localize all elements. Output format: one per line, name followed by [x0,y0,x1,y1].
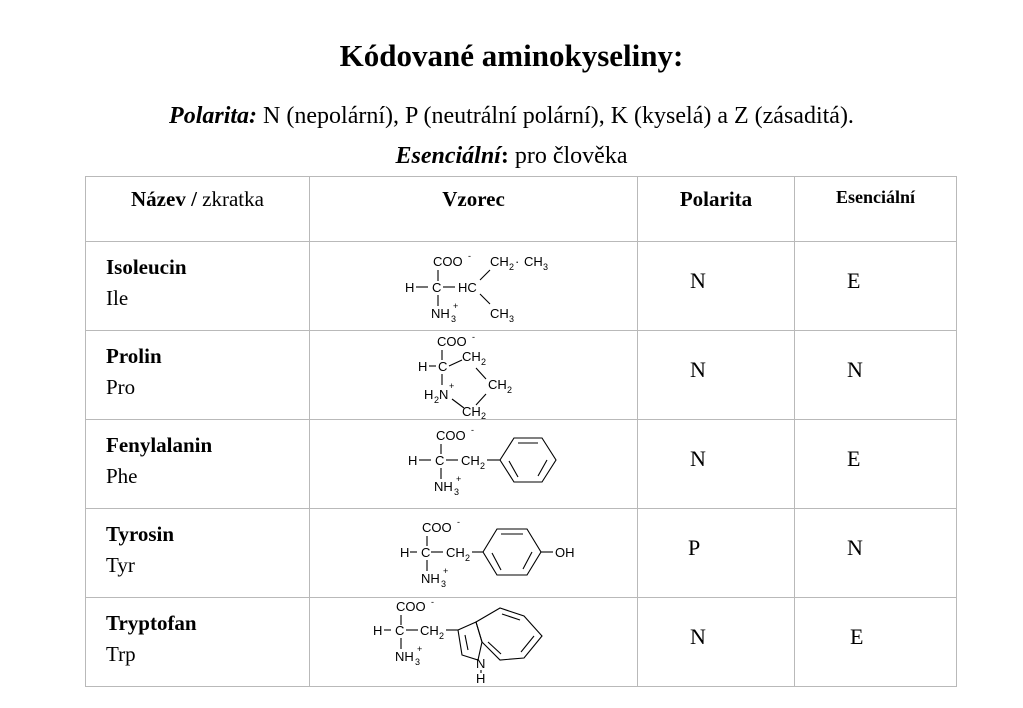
svg-text:2: 2 [481,411,487,419]
svg-text:C: C [435,453,445,468]
page-title: Kódované aminokyseliny: [339,38,684,73]
header-name [86,177,310,242]
tyrosine-structure [310,509,637,597]
svg-text:NH: NH [434,479,453,494]
formula-cell [310,598,638,687]
formula-cell [310,420,638,509]
polarity-value: N [690,268,706,293]
svg-text:OH: OH [555,545,575,560]
svg-text:C: C [438,359,448,374]
header-formula-label: Vzorec [442,187,505,211]
svg-text:H: H [408,453,418,468]
polarity-cell [638,331,795,420]
polarity-cell [638,509,795,598]
svg-text:HC: HC [458,280,477,295]
amino-abbr: Phe [106,464,138,488]
svg-text:2: 2 [509,262,515,272]
polarity-cell [638,598,795,687]
svg-text:+: + [456,474,462,484]
essential-value: N [847,357,863,382]
svg-text:CH: CH [420,623,439,638]
polarity-value: N [690,624,706,649]
svg-text:COO: COO [437,334,467,349]
essential-cell [795,509,957,598]
svg-text:·: · [515,254,520,269]
svg-text:+: + [449,381,455,391]
svg-text:2: 2 [507,385,513,395]
svg-text:3: 3 [451,314,457,324]
svg-text:-: - [468,251,471,261]
amino-name-cell [86,598,310,687]
isoleucine-structure [310,242,637,330]
essential-value: E [847,268,861,293]
svg-text:H: H [424,387,434,402]
essential-legend [0,143,1023,170]
amino-abbr: Trp [106,642,136,666]
svg-text:CH: CH [461,453,480,468]
svg-text:H: H [418,359,428,374]
essential-value: E [850,624,864,649]
table-row [86,509,957,598]
svg-text:NH: NH [421,571,440,586]
phenylalanine-structure [310,420,637,508]
svg-text:CH: CH [462,349,481,364]
essential-legend-label: Esenciální [395,143,501,169]
header-formula [310,177,638,242]
polarity-cell [638,420,795,509]
tryptophan-structure [310,598,637,686]
svg-text:3: 3 [441,579,447,589]
polarity-value: N [690,446,706,471]
svg-text:+: + [453,301,459,311]
polarity-legend-text: N (nepolární), P (neutrální polární), K (kyselá) a Z (zásaditá). [257,103,854,129]
svg-text:CH: CH [490,306,509,321]
amino-name-cell [86,242,310,331]
header-essential [795,177,957,242]
svg-text:+: + [443,566,449,576]
amino-name-cell [86,331,310,420]
header-name-bold: Název / [131,187,197,211]
formula-cell [310,331,638,420]
table-row [86,331,957,420]
polarity-cell [638,242,795,331]
header-name-rest: zkratka [196,187,264,211]
header-essential-label: Esenciální [835,187,915,207]
amino-name: Tyrosin [106,522,175,546]
amino-name: Prolin [106,344,162,368]
svg-text:3: 3 [509,314,515,324]
amino-name: Isoleucin [106,255,187,279]
svg-text:2: 2 [439,631,445,641]
amino-name: Tryptofan [106,611,197,635]
svg-text:COO: COO [396,599,426,614]
header-polarity [638,177,795,242]
svg-text:COO: COO [436,428,466,443]
formula-cell [310,509,638,598]
essential-cell [795,331,957,420]
essential-cell [795,598,957,687]
svg-text:CH: CH [462,404,481,419]
essential-value: E [847,446,861,471]
svg-text:3: 3 [415,657,421,667]
svg-text:-: - [471,425,474,435]
polarity-value: N [690,357,706,382]
svg-text:-: - [431,598,434,607]
svg-text:CH: CH [490,254,509,269]
svg-text:C: C [432,280,442,295]
svg-text:+: + [417,644,423,654]
essential-cell [795,420,957,509]
polarity-value: P [688,535,701,560]
table-row [86,420,957,509]
svg-text:N: N [439,387,449,402]
svg-text:H: H [476,671,486,686]
table-row [86,242,957,331]
polarity-legend-label: Polarita: [169,103,258,129]
formula-cell [310,242,638,331]
svg-text:3: 3 [454,487,460,497]
header-polarity-label: Polarita [679,187,753,211]
amino-abbr: Tyr [106,553,135,577]
svg-text:H: H [405,280,415,295]
svg-text:2: 2 [465,553,471,563]
essential-legend-colon: : [500,143,509,169]
essential-value: N [847,535,863,560]
essential-cell [795,242,957,331]
polarity-legend [0,103,1023,130]
svg-text:CH: CH [524,254,543,269]
svg-text:CH: CH [488,377,507,392]
svg-text:C: C [421,545,431,560]
amino-abbr: Ile [106,286,129,310]
svg-text:NH: NH [431,306,450,321]
svg-text:-: - [472,332,475,342]
amino-name-cell [86,420,310,509]
svg-text:NH: NH [395,649,414,664]
svg-text:2: 2 [481,357,487,367]
svg-text:2: 2 [434,395,440,405]
svg-text:3: 3 [543,262,549,272]
amino-name-cell [86,509,310,598]
svg-text:N: N [476,656,486,671]
amino-acid-table [85,176,957,687]
amino-name: Fenylalanin [106,433,213,457]
svg-text:C: C [395,623,405,638]
svg-text:COO: COO [433,254,463,269]
svg-text:2: 2 [480,461,486,471]
svg-text:H: H [400,545,410,560]
svg-text:CH: CH [446,545,465,560]
table-row [86,598,957,687]
table-header-row [86,177,957,242]
essential-legend-text: pro člověka [508,143,628,169]
svg-text:H: H [373,623,383,638]
amino-abbr: Pro [106,375,136,399]
svg-text:COO: COO [422,520,452,535]
proline-structure [310,331,637,419]
svg-text:-: - [457,517,460,527]
